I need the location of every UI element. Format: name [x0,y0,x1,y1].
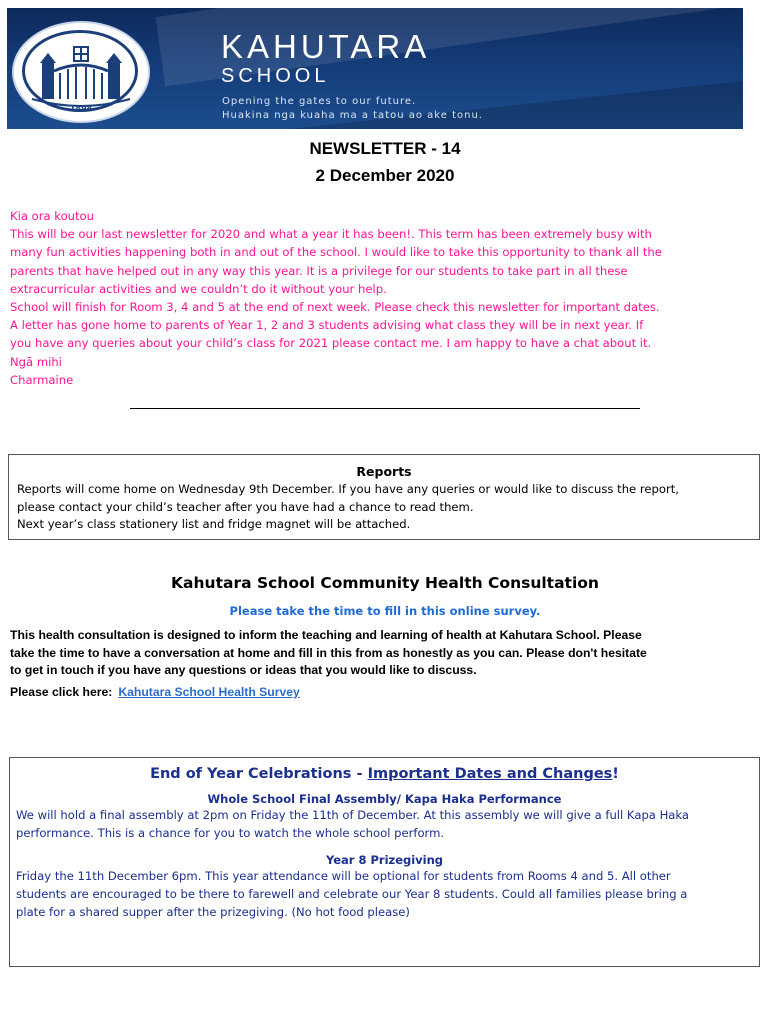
letter-line: Ngā mihi [10,354,62,369]
assembly-line: We will hold a final assembly at 2pm on Friday the 11th of December. At this assembly we will give a full Kapa Haka [16,808,690,822]
divider [130,408,640,409]
health-body [10,627,762,680]
reports-heading: Reports [356,464,412,479]
letter-line: This will be our last newsletter for 2020 and what a year it has been!. This term has been extremely busy with [10,227,652,242]
reports-line: please contact your child’s teacher after you have had a chance to read them. [17,499,474,514]
reports-box [8,454,760,540]
newsletter-date: 2 December 2020 [315,166,455,185]
letter-line: extracurricular activities and we couldn’t do it without your help. [10,281,387,296]
reports-body [9,479,759,534]
important-dates-link[interactable]: Important Dates and Changes [367,766,613,782]
prizegiving-line: students are encouraged to be there to farewell and celebrate our Year 8 students. Could all families please bring a [16,887,688,901]
health-subtitle: Please take the time to fill in this online survey. [229,604,541,618]
school-name: KAHUTARA [221,28,431,65]
assembly-line: performance. This is a chance for you to watch the whole school perform. [16,826,445,840]
health-survey-link[interactable]: Kahutara School Health Survey [118,685,300,699]
health-line: take the time to have a conversation at home and fill in this from as honestly as you can. Please don't hesitate [10,645,647,660]
health-click-label: Please click here: [10,685,113,699]
principal-letter [10,207,762,389]
letter-line: you have any queries about your child’s class for 2021 please contact me. I am happy to have a chat about it. [10,336,652,351]
health-line: This health consultation is designed to inform the teaching and learning of health at Kahutara School. Please [10,628,642,642]
health-click-row [10,685,300,699]
celebrations-box [9,757,760,967]
school-logo [12,21,150,123]
prizegiving-line: Friday the 11th December 6pm. This year attendance will be optional for students from Rooms 4 and 5. All other [16,869,671,883]
health-line: to get in touch if you have any questions or ideas that you would like to discuss. [10,663,477,678]
reports-line: Reports will come home on Wednesday 9th December. If you have any queries or would like to discuss the report, [17,482,679,496]
reports-line: Next year’s class stationery list and fridge magnet will be attached. [17,517,411,531]
health-title: Kahutara School Community Health Consultation [171,574,599,592]
prizegiving-body [10,867,759,921]
celebrations-title [10,766,759,782]
tagline-english: Opening the gates to our future. [222,96,417,107]
letter-line: A letter has gone home to parents of Year 1, 2 and 3 students advising what class they will be in next year. If [10,318,644,333]
letter-signature: Charmaine [10,372,74,387]
celebrations-title-suffix: ! [612,766,619,782]
school-word: SCHOOL [221,65,330,87]
celebrations-title-prefix: End of Year Celebrations - [150,766,368,782]
letter-line: parents that have helped out in any way this year. It is a privilege for our students to take part in all these [10,263,628,278]
letter-line: many fun activities happening both in and out of the school. I would like to take this opportunity to thank all the [10,245,662,260]
header-banner [7,8,743,129]
tagline-maori: Huakina nga kuaha ma a tatou ao ake tonu. [222,110,483,121]
logo-year: 1898 [69,103,93,113]
letter-line: Kia ora koutou [10,209,94,223]
prizegiving-line: plate for a shared supper after the prizegiving. (No hot food please) [16,905,410,919]
prizegiving-heading: Year 8 Prizegiving [325,853,444,867]
assembly-heading: Whole School Final Assembly/ Kapa Haka Performance [207,792,562,806]
newsletter-title: NEWSLETTER - 14 [309,139,461,158]
letter-line: School will finish for Room 3, 4 and 5 at the end of next week. Please check this newsletter for important dates. [10,300,660,315]
assembly-body [10,806,759,842]
